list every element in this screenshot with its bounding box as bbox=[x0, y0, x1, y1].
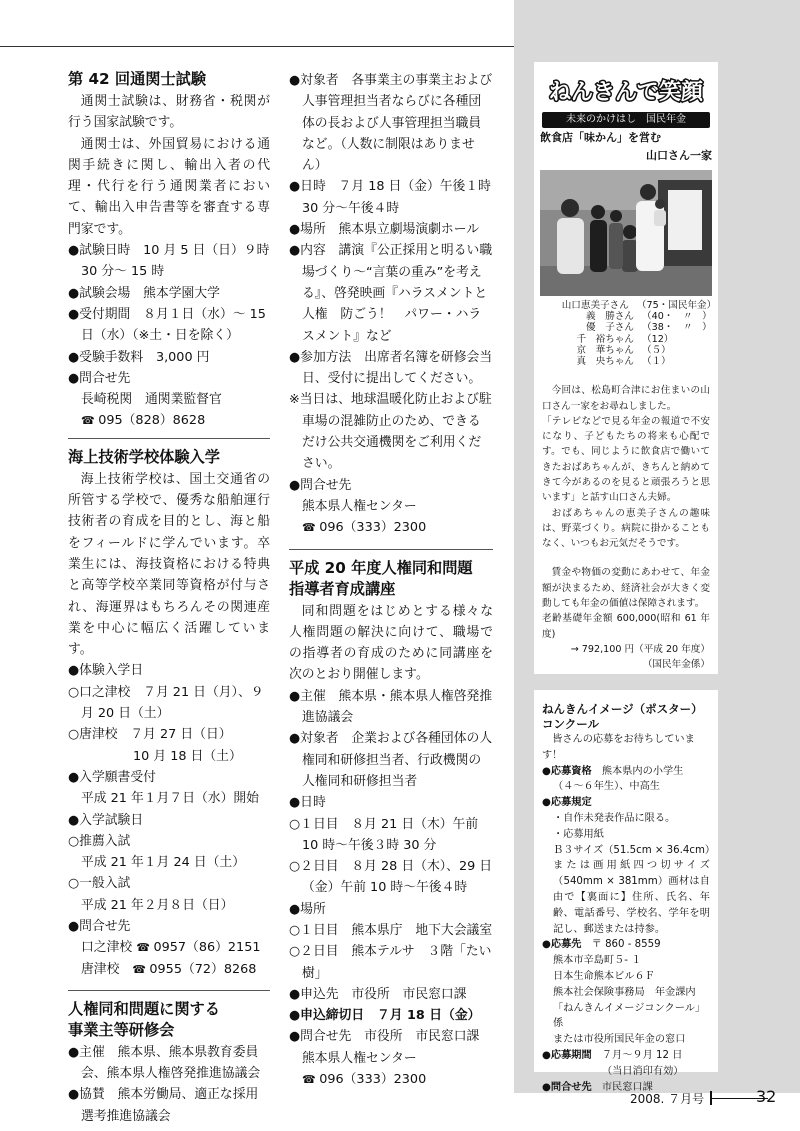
school-exam-label: ●入学試験日 bbox=[68, 812, 144, 828]
logo-lettering bbox=[546, 72, 706, 108]
nenkin-para-4: 賃金や物価の変動にあわせて、年金額が決まるため、経済社会が大きく変動しても年金の価値は保障されます。 bbox=[542, 567, 710, 610]
training-contact-label: ●問合せ先 bbox=[289, 477, 352, 493]
leader-contact: ●問合せ先 市役所 市民窓口課 bbox=[289, 1029, 480, 1045]
nenkin-heading-2: 山口さん一家 bbox=[646, 149, 712, 162]
leader-place-1: ○１日目 熊本県庁 地下大会議室 bbox=[289, 922, 493, 938]
family-photo bbox=[540, 170, 712, 296]
training-support: ●協賛 熊本労働局、適正な採用選考推進協議会 bbox=[68, 1087, 259, 1124]
family-row: 山口恵美子さん （75・国民年金） bbox=[561, 300, 717, 311]
top-rule bbox=[0, 46, 514, 47]
school-body: 海上技術学校は、国土交通省の所管する学校で、優秀な船舶運行技術者の育成を目的とし、海と船をフィールドに学んでいます。卒業生には、海技資格における特典と高等学校卒業同等資格が付与され、海運界はもちろんその関連産業を中心に幅広く活躍しています。 bbox=[68, 471, 270, 658]
training-date: ●日時 ７月 18 日（金）午後１時 30 分～午後４時 bbox=[289, 179, 491, 216]
training-host: ●主催 熊本県、熊本県教育委員会、熊本県人権啓発推進協議会 bbox=[68, 1044, 261, 1082]
concours-period: ●応募期間 ７月～９月 12 日 bbox=[542, 1049, 683, 1061]
exam-period: ●受付期間 ８月１日（水）～ 15 日（水）（※土・日を除く） bbox=[68, 306, 266, 344]
pension-amount-1: 老齢基礎年金額 600,000(昭和 61 年度) bbox=[542, 613, 710, 640]
training-content: ●内容 講演『公正採用と明るい職場づくり～“言葉の重み”を考える』、啓発映画『ハラスメントと人権 防ごう！ パワー・ハラスメント』など bbox=[289, 243, 493, 344]
concours-dest-6: または市役所国民年金の窓口 bbox=[553, 1034, 686, 1046]
family-row: 真 央ちゃん （１） bbox=[576, 356, 671, 368]
nenkin-heading-1: 飲食店「味かん」を営む bbox=[540, 131, 661, 144]
exam-contact-name: 長崎税関 通関業監督官 bbox=[81, 392, 222, 408]
concours-period-2: （当日消印有効） bbox=[602, 1065, 684, 1077]
nenkin-panel bbox=[534, 62, 718, 674]
leader-apply: ●申込先 市役所 市民窓口課 bbox=[289, 986, 467, 1002]
exam-body-2: 通関士は、外国貿易における通関手続きに関し、輸出入者の代理・代行を行う通関業者において、輸出入申告書等を審査する専門家です。 bbox=[68, 136, 270, 237]
concours-dest-4: 熊本社会保険事務局 年金課内 bbox=[553, 986, 696, 998]
concours-rule-3: Ｂ３サイズ（51.5cm × 36.4cm）または画用紙四つ切サイズ（540mm × 381mm）画材は自由で【裏面に】住所、氏名、年齢、電話番号、学校名、学年を明記し、郵送または持参。 bbox=[553, 844, 710, 935]
exam-title: 第 42 回通関士試験 bbox=[68, 70, 207, 88]
svg-text:ねんきんで笑顔: ねんきんで笑顔 bbox=[548, 80, 704, 105]
training-note: ※当日は、地球温暖化防止および駐車場の混雑防止のため、できるだけ公共交通機関をご利用ください。 bbox=[289, 392, 492, 472]
leader-title-2: 指導者育成講座 bbox=[289, 579, 396, 598]
exam-venue: ●試験会場 熊本学園大学 bbox=[68, 285, 220, 301]
leader-date-label: ●日時 bbox=[289, 795, 326, 811]
school-contact-1: 口之津校 ☎ 0957（86）2151 bbox=[68, 937, 270, 958]
family-row: 京 華ちゃん （５） bbox=[576, 344, 671, 356]
school-trial-2a: ○唐津校 ７月 27 日（日） bbox=[68, 727, 232, 743]
divider bbox=[68, 990, 270, 991]
school-app-label: ●入学願書受付 bbox=[68, 769, 156, 785]
nenkin-para-3: おばあちゃんの恵美子さんの趣味は、野菜づくり。病院に掛かることもなく、いつもお元気だそうです。 bbox=[542, 507, 710, 550]
school-rec-value: 平成 21 年１月 24 日（土） bbox=[81, 855, 246, 871]
divider bbox=[289, 549, 493, 550]
leader-day-2: ○２日目 ８月 28 日（木）、29 日（金）午前 10 時～午後４時 bbox=[289, 859, 493, 896]
school-app-value: 平成 21 年１月７日（水）開始 bbox=[81, 791, 259, 807]
school-trial-label: ●体験入学日 bbox=[68, 663, 144, 679]
concours-dest-2: 熊本市辛島町５- １ bbox=[553, 955, 642, 967]
pension-section: （国民年金係） bbox=[642, 659, 710, 671]
concours-qual: ●応募資格 熊本県内の小学生 bbox=[542, 765, 684, 777]
leader-host: ●主催 熊本県・熊本県人権啓発推進協議会 bbox=[289, 688, 493, 726]
leader-place-label: ●場所 bbox=[289, 901, 326, 917]
family-photo-image bbox=[540, 170, 712, 296]
issue-label: 2008. ７月号 bbox=[630, 1092, 705, 1106]
concours-panel bbox=[534, 690, 718, 1093]
exam-contact-tel: ☎ 095（828）8628 bbox=[68, 410, 270, 431]
exam-contact-label: ●問合せ先 bbox=[68, 370, 131, 386]
nenkin-logo bbox=[546, 72, 706, 108]
training-target: ●対象者 各事業主の事業主および人事管理担当者ならびに各種団体の長および人事管理担当職員など。（人数に制限はありません） bbox=[289, 73, 493, 174]
divider bbox=[68, 438, 270, 439]
concours-rule-label: ●応募規定 bbox=[542, 797, 592, 809]
leader-body: 同和問題をはじめとする様々な人権問題の解決に向けて、職場での指導者の育成のために同講座を次のとおり開催します。 bbox=[289, 603, 493, 683]
training-title-2: 事業主等研修会 bbox=[68, 1020, 175, 1039]
family-row: 千 裕ちゃん （12） bbox=[576, 333, 674, 345]
concours-dest-3: 日本生命熊本ビル６Ｆ bbox=[553, 970, 655, 982]
school-gen-label: ○一般入試 bbox=[68, 876, 131, 892]
training-contact-tel: ☎ 096（333）2300 bbox=[289, 517, 493, 538]
concours-intro: 皆さんの応募をお待ちしています！ bbox=[542, 734, 695, 761]
pension-amount-2: → 792,100 円（平成 20 年度） bbox=[570, 643, 710, 655]
page-number: 32 bbox=[756, 1087, 777, 1106]
family-row: 義 勝さん （40・ 〃 ） bbox=[586, 311, 712, 323]
school-contact-2: 唐津校 ☎ 0955（72）8268 bbox=[68, 959, 270, 980]
family-list bbox=[538, 300, 717, 368]
exam-fee: ●受験手数料 3,000 円 bbox=[68, 349, 210, 365]
nenkin-subtitle: 未来のかけはし 国民年金 bbox=[542, 112, 710, 128]
training-method: ●参加方法 出席者名簿を研修会当日、受付に提出してください。 bbox=[289, 349, 493, 387]
leader-title-1: 平成 20 年度人権同和問題 bbox=[289, 558, 473, 577]
nenkin-para-1: 今回は、松島町合津にお住まいの山口さん一家をお尋ねしました。 bbox=[542, 385, 710, 412]
exam-body-1: 通関士試験は、財務省・税関が行う国家試験です。 bbox=[68, 94, 270, 131]
concours-rule-1: ・自作未発表作品に限る。 bbox=[553, 812, 676, 824]
leader-day-1: ○１日目 ８月 21 日（木）午前 10 時～午後３時 30 分 bbox=[289, 816, 479, 853]
leader-contact-tel: ☎ 096（333）2300 bbox=[289, 1069, 493, 1090]
concours-dest-5: 「ねんきんイメージコンクール」係 bbox=[553, 1002, 706, 1030]
leader-deadline: ●申込締切日 ７月 18 日（金） bbox=[289, 1008, 481, 1024]
concours-qual-2: （４～６年生）、中高生 bbox=[553, 781, 660, 793]
concours-rule-2: ・応募用紙 bbox=[553, 828, 604, 840]
training-place: ●場所 熊本県立劇場演劇ホール bbox=[289, 222, 480, 238]
nenkin-para-2: 「テレビなどで見る年金の報道で不安になり、子どもたちの将来も心配です。でも、同じように飲食店で働いてきたおばあちゃんが、きちんと納めてきて今があるのを見ると頑張ろうと思います」と話す山口さん夫婦。 bbox=[542, 415, 710, 504]
school-contact-label: ●問合せ先 bbox=[68, 918, 131, 934]
leader-contact-name: 熊本県人権センター bbox=[302, 1050, 417, 1066]
school-rec-label: ○推薦入試 bbox=[68, 833, 131, 849]
training-title-1: 人権同和問題に関する bbox=[68, 999, 220, 1018]
concours-title-1: ねんきんイメージ（ポスター） bbox=[542, 702, 703, 716]
concours-contact: ●問合せ先 市民窓口課 bbox=[542, 1081, 653, 1093]
exam-date: ●試験日時 10 月 5 日（日）９時 30 分～ 15 時 bbox=[68, 243, 270, 280]
leader-place-2: ○２日目 熊本テルサ ３階「たい樹」 bbox=[289, 944, 492, 981]
family-row: 優 子さん （38・ 〃 ） bbox=[586, 322, 712, 334]
training-contact-name: 熊本県人権センター bbox=[302, 498, 417, 514]
school-gen-value: 平成 21 年２月８日（日） bbox=[81, 897, 234, 913]
column-2 bbox=[289, 70, 493, 1090]
concours-dest: ●応募先 〒 860 - 8559 bbox=[542, 939, 661, 951]
concours-title-2: コンクール bbox=[542, 717, 600, 731]
school-trial-2b: 10 月 18 日（土） bbox=[133, 748, 242, 764]
school-trial-1: ○口之津校 ７月 21 日（月）、９月 20 日（土） bbox=[68, 684, 264, 722]
column-1 bbox=[68, 70, 270, 1127]
school-title: 海上技術学校体験入学 bbox=[68, 447, 220, 466]
leader-target: ●対象者 企業および各種団体の人権同和研修担当者、行政機関の人権同和研修担当者 bbox=[289, 731, 493, 789]
